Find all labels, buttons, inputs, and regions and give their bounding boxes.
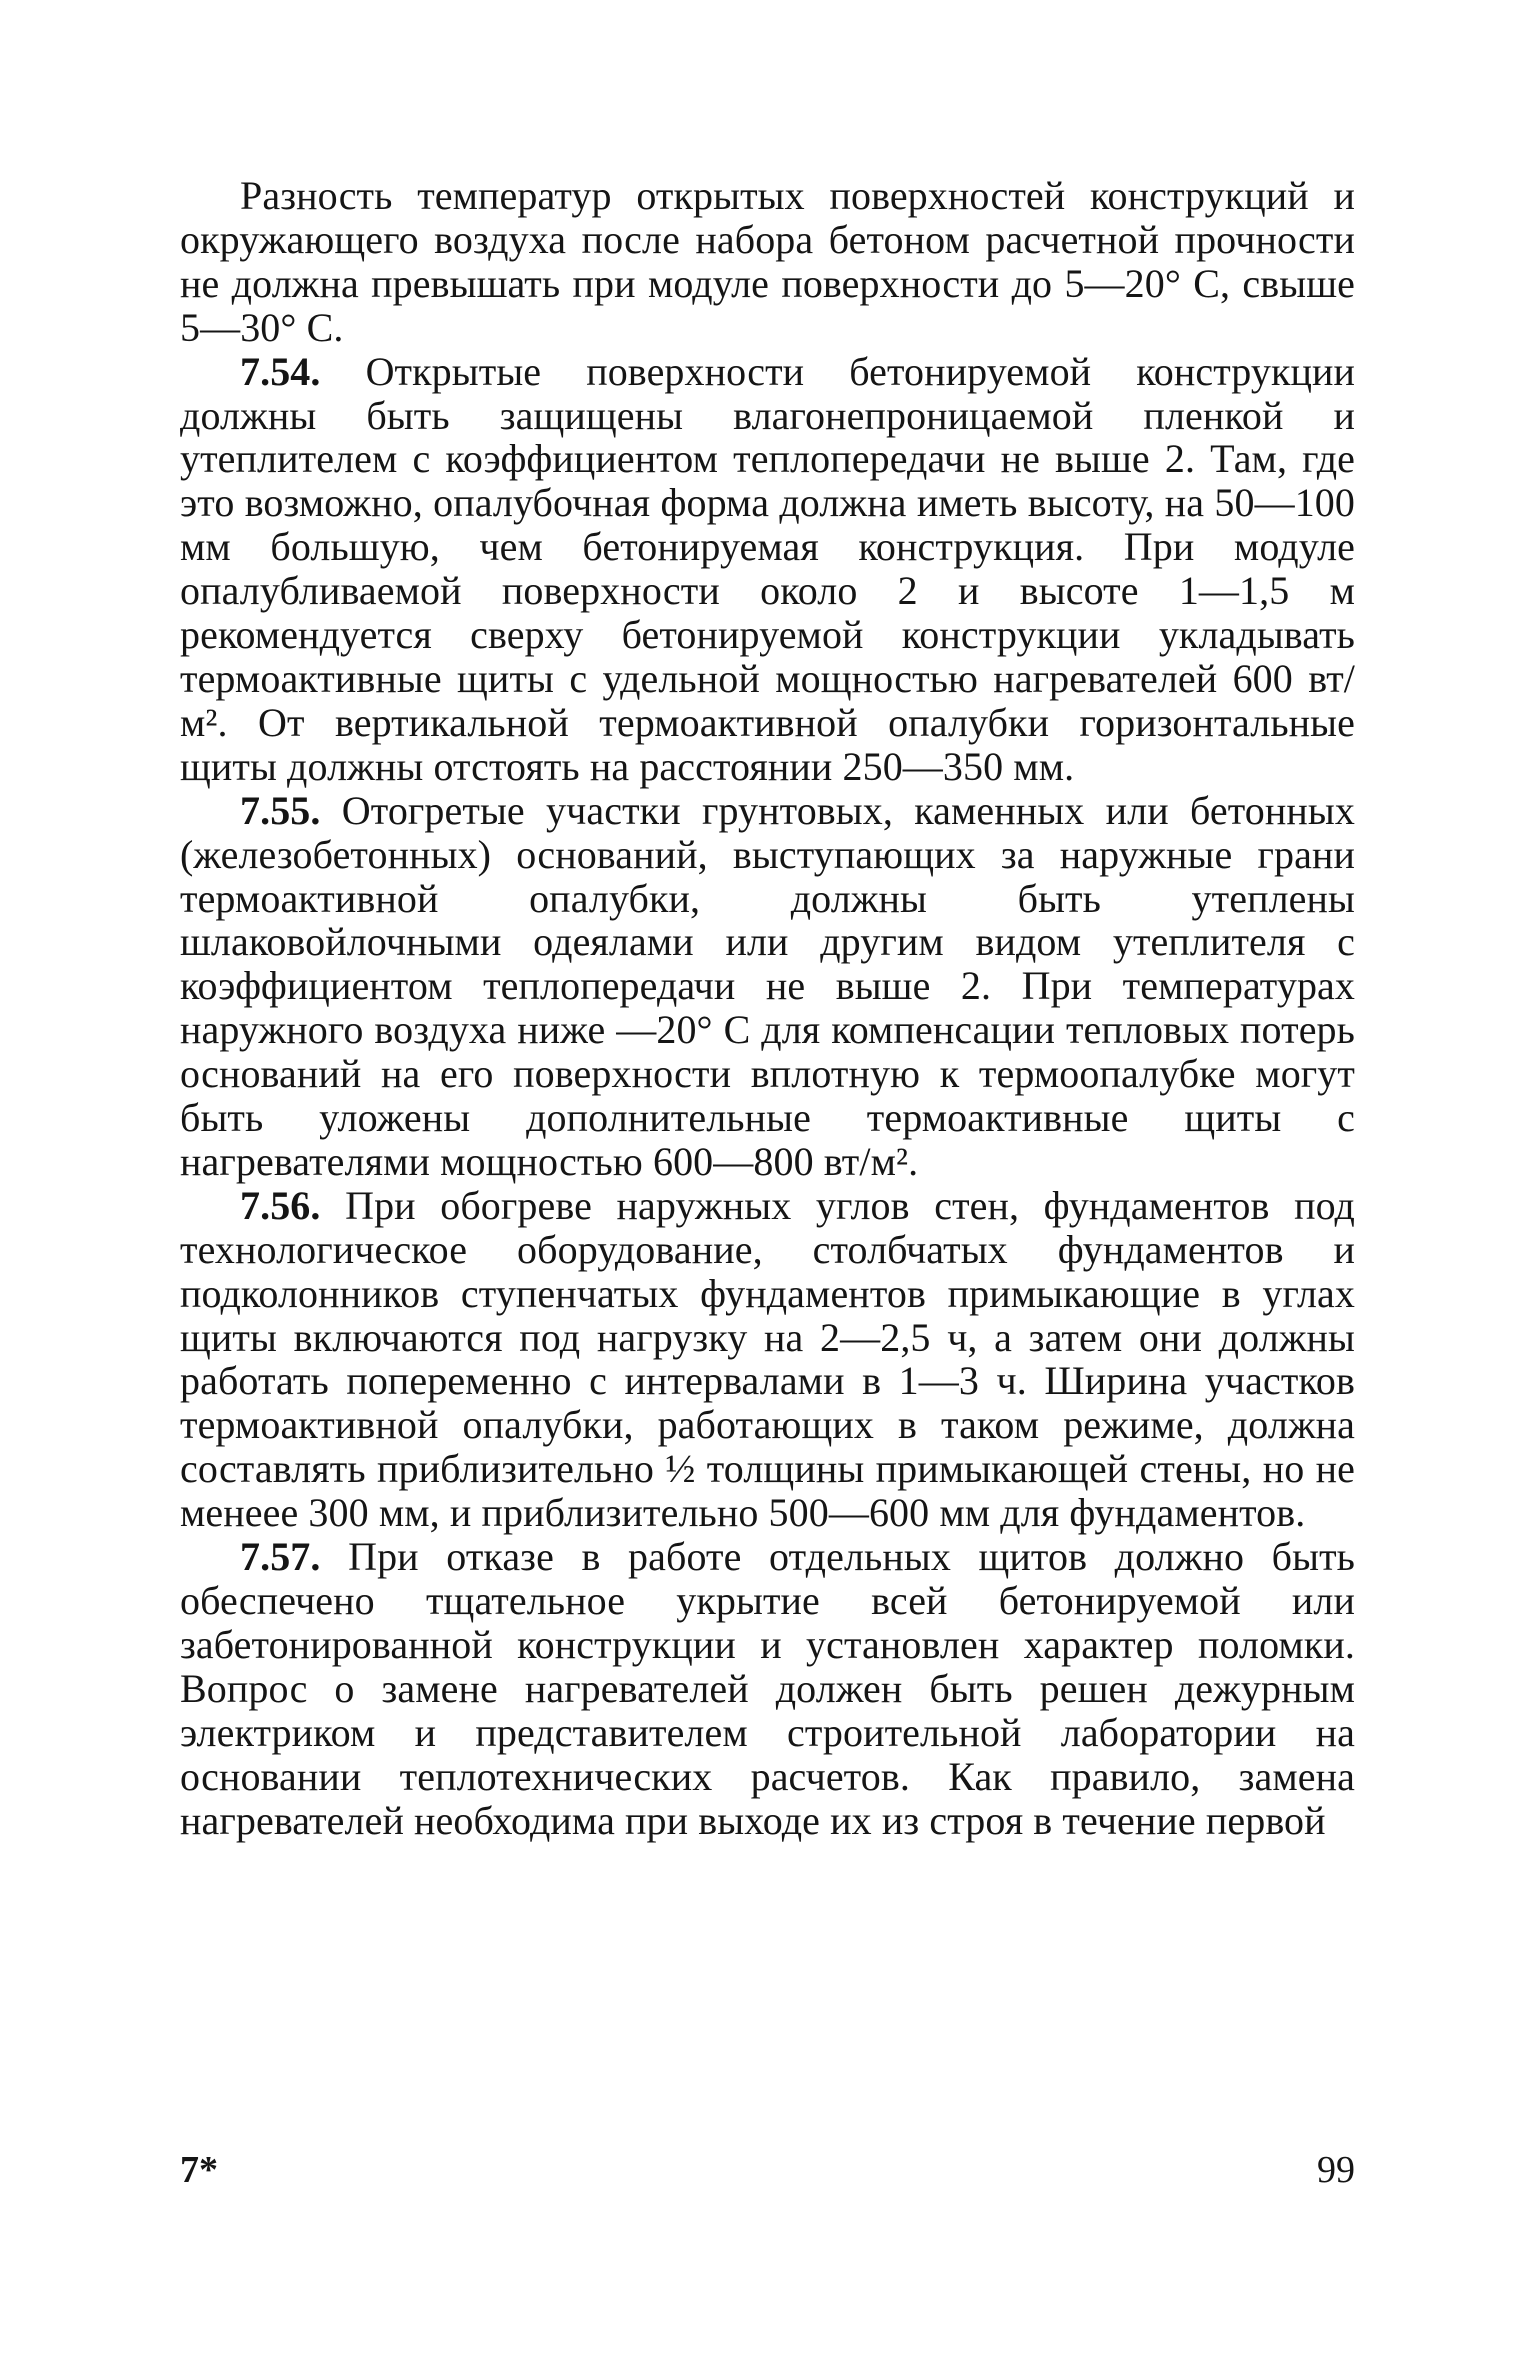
- paragraph-7-56: [180, 1184, 1355, 1535]
- paragraph-number: 7.55.: [240, 787, 321, 833]
- page-footer: [180, 2148, 1355, 2198]
- paragraph-text: При обогреве наружных углов стен, фундаментов под технологическое оборудование, столбчатых фундаментов и подколонников ступенчатых фундаментов примыкающие в углах щиты включаются под нагрузку на 2—2,5 ч, а затем они должны работать попеременно с интервалами в 1—3 ч. Ширина участков термоактивной опалубки, работающих в таком режиме, должна составлять приблизительно ½ толщины примыкающей стены, но не менеее 300 мм, и приблизительно 500—600 мм для фундаментов.: [180, 1182, 1355, 1536]
- paragraph-text: При отказе в работе отдельных щитов должно быть обеспечено тщательное укрытие всей бетонируемой или забетонированной конструкции и установлен характер поломки. Вопрос о замене нагревателей должен быть решен дежурным электриком и представителем строительной лаборатории на основании теплотехнических расчетов. Как правило, замена нагревателей необходима при выходе их из строя в течение первой: [180, 1534, 1355, 1843]
- paragraph-text: Разность температур открытых поверхностей конструкций и окружающего воздуха после набора бетоном расчетной прочности не должна превышать при модуле поверхности до 5—20° С, свыше 5—30° С.: [180, 173, 1355, 350]
- paragraph-7-54: [180, 350, 1355, 789]
- paragraph-text: Открытые поверхности бетонируемой конструкции должны быть защищены влагонепроницаемой пленкой и утеплителем с коэффициентом теплопередачи не выше 2. Там, где это возможно, опалубочная форма должна иметь высоту, на 50—100 мм большую, чем бетонируемая конструкция. При модуле опалубливаемой поверхности около 2 и высоте 1—1,5 м рекомендуется сверху бетонируемой конструкции укладывать термоактивные щиты с удельной мощностью нагревателей 600 вт/м². От вертикальной термоактивной опалубки горизонтальные щиты должны отстоять на расстоянии 250—350 мм.: [180, 348, 1355, 789]
- page-number: 99: [1317, 2149, 1355, 2191]
- signature-mark: 7*: [180, 2149, 218, 2191]
- paragraph-intro: [180, 174, 1355, 350]
- paragraph-number: 7.54.: [240, 348, 321, 394]
- paragraph-number: 7.57.: [240, 1534, 321, 1580]
- paragraph-text: Отогретые участки грунтовых, каменных или бетонных (железобетонных) оснований, выступающих за наружные грани термоактивной опалубки, должны быть утеплены шлаковойлочными одеялами или другим видом утеплителя с коэффициентом теплопередачи не выше 2. При температурах наружного воздуха ниже —20° С для компенсации тепловых потерь оснований на его поверхности вплотную к термоопалубке могут быть уложены дополнительные термоактивные щиты с нагревателями мощностью 600—800 вт/м².: [180, 787, 1355, 1184]
- paragraph-number: 7.56.: [240, 1182, 321, 1228]
- paragraph-7-57: [180, 1535, 1355, 1842]
- paragraph-7-55: [180, 789, 1355, 1184]
- body-text: [180, 174, 1355, 1842]
